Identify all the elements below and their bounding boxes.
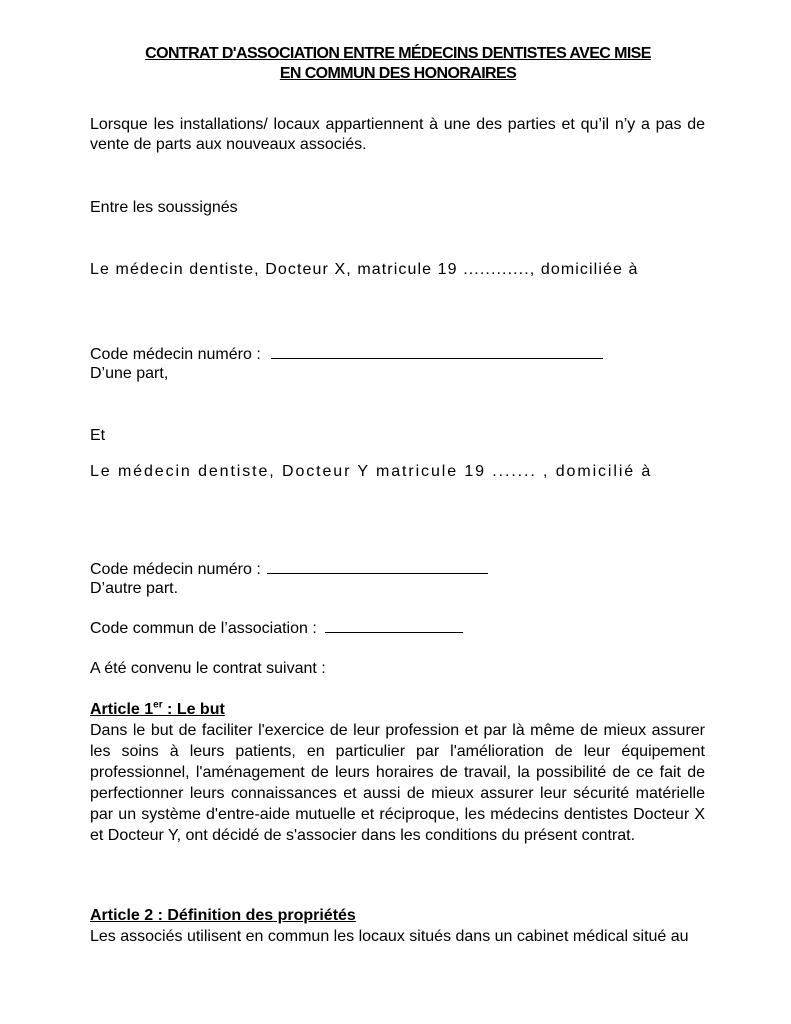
common-code-field[interactable] [325, 618, 463, 633]
title-line-1: CONTRAT D'ASSOCIATION ENTRE MÉDECINS DENTISTES AVEC MISE [145, 45, 651, 62]
agreed-text: A été convenu le contrat suivant : [90, 660, 326, 677]
party2-line: Le médecin dentiste, Docteur Y matricule 19 ....... , domicilié à [90, 463, 653, 480]
party2-closing: D’autre part. [90, 580, 179, 597]
party1-code [90, 344, 705, 365]
party1-closing: D’une part, [90, 365, 169, 382]
article2-title: Article 2 : Définition des propriétés [90, 907, 356, 924]
between-label: Entre les soussignés [90, 199, 238, 216]
party2-code-field[interactable] [267, 559, 488, 574]
document-title [88, 44, 708, 84]
party1-line: Le médecin dentiste, Docteur X, matricule 19 ............, domiciliée à [90, 261, 639, 278]
article2-body: Les associés utilisent en commun les locaux situés dans un cabinet médical situé au [90, 928, 689, 945]
article1-body: Dans le but de faciliter l'exercice de leur profession et par là même de mieux assurer les soins à leurs patients, en particulier par l'amélioration de leur équipement professionnel, l'aménagement de leurs horaires de travail, la possibilité de ce fait de perfectionner leurs connaissances et aussi de mieux assurer leur sécurité matérielle par un système d'entre-aide mutuelle et réciproque, les médecins dentistes Docteur X et Docteur Y, ont décidé de s'associer dans les conditions du présent contrat. [90, 722, 705, 844]
article1-title [90, 700, 705, 720]
article1-title-prefix: Article 1 [90, 701, 154, 718]
intro-paragraph: Lorsque les installations/ locaux appartiennent à une des parties et qu’il n’y a pas de vente de parts aux nouveaux associés. [90, 116, 705, 153]
article1-title-suffix: : Le but [162, 701, 225, 718]
and-label: Et [90, 427, 106, 444]
article1-title-sup: er [153, 699, 163, 711]
party1-code-field[interactable] [271, 344, 603, 359]
common-code [90, 618, 705, 639]
party2-code-label: Code médecin numéro : [90, 561, 261, 578]
party2-code [90, 559, 705, 580]
party1-code-label: Code médecin numéro : [90, 346, 261, 363]
title-line-2: EN COMMUN DES HONORAIRES [279, 65, 517, 82]
common-code-label: Code commun de l’association : [90, 620, 317, 637]
